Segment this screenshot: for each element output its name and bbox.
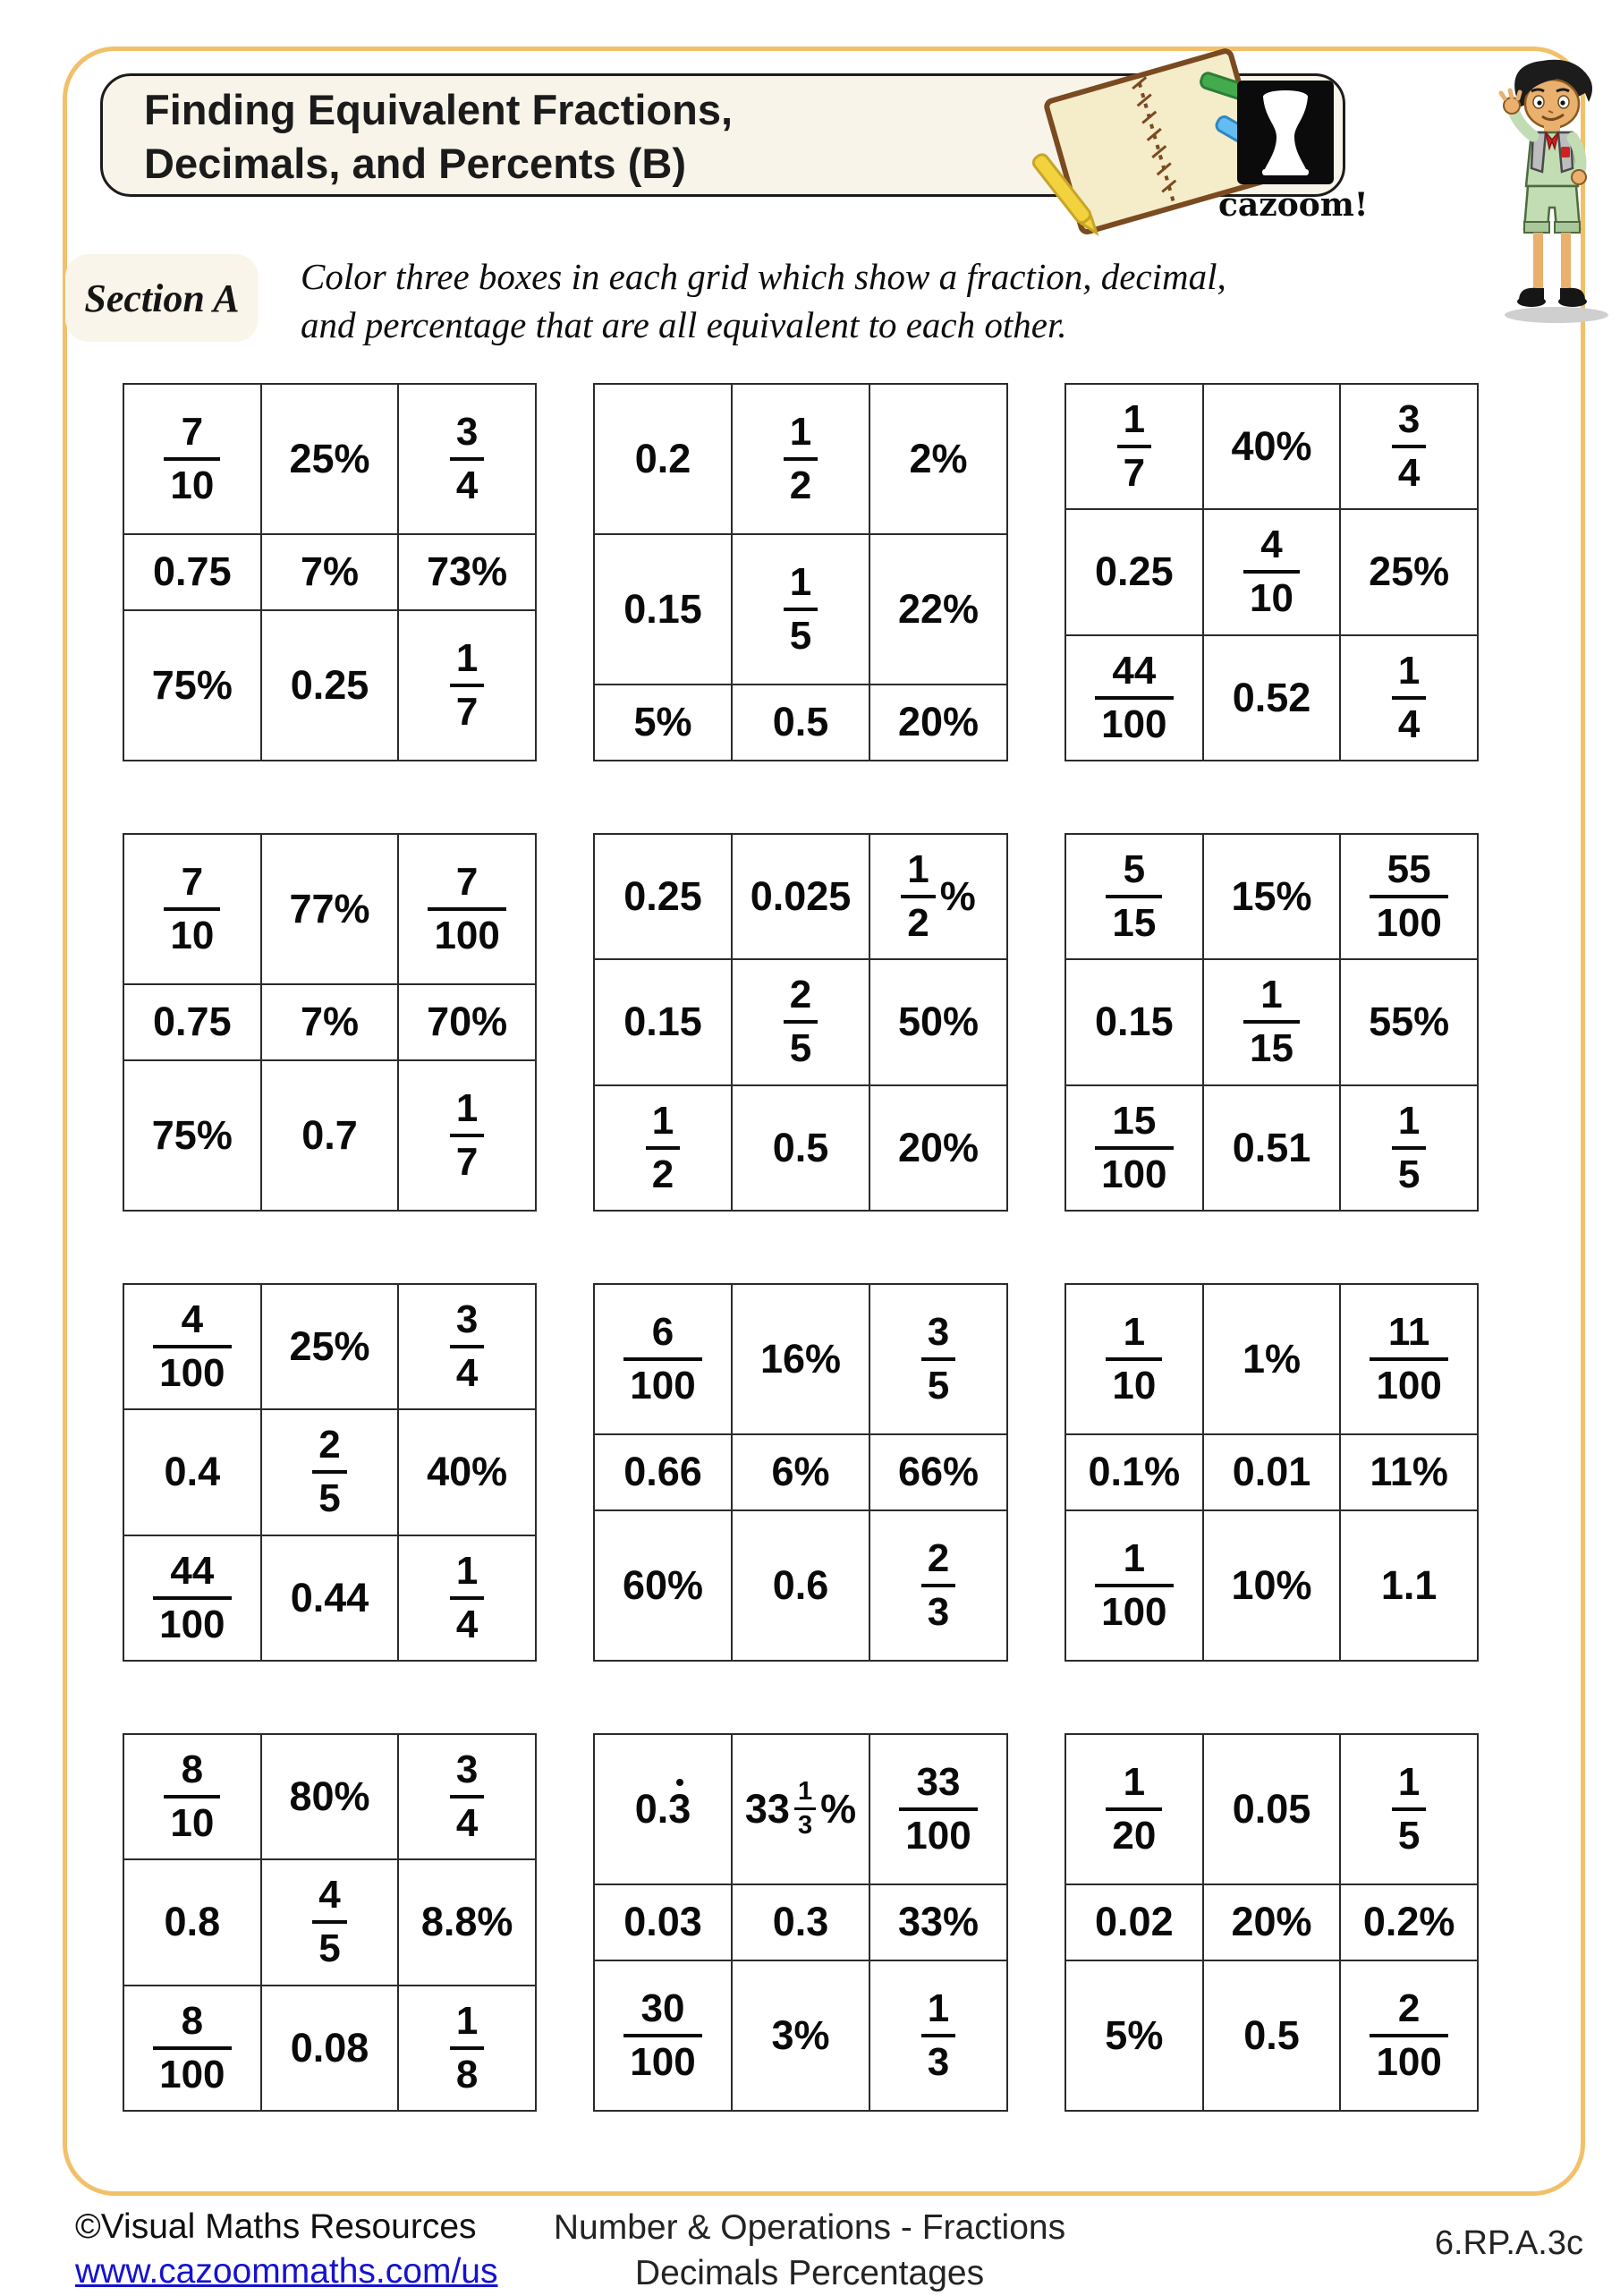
grid-cell[interactable]: 0.01 [1203,1434,1341,1510]
grid-cell[interactable]: 73% [398,534,536,610]
grid-cell[interactable] [1065,834,1203,959]
footer-center [496,2205,1123,2296]
fraction: $\frac{33}{100}$ [899,1763,977,1856]
grid-cell[interactable]: 75% [123,610,261,761]
grid-cell[interactable] [869,1960,1007,2111]
grids-area [123,383,1479,2112]
grid-cell[interactable]: 16% [732,1284,869,1434]
footer-left [75,2205,497,2294]
fraction: $\frac{6}{100}$ [623,1313,701,1406]
equivalence-grid-6 [1064,833,1479,1212]
grid-cell[interactable] [732,534,869,685]
fraction: $\frac{7}{100}$ [428,863,505,956]
grid-cell[interactable] [398,1284,536,1409]
grid-cell[interactable]: 0.1% [1065,1434,1203,1510]
grid-cell[interactable]: 0.08 [261,1986,399,2111]
fraction: $\frac{1}{15}$ [1243,975,1300,1068]
fraction: $\frac{7}{10}$ [164,412,220,506]
fraction: $\frac{55}{100}$ [1370,850,1447,943]
grid-cell[interactable] [1203,509,1341,634]
grid-cell[interactable] [594,1284,732,1434]
grid-cell[interactable]: 0.15 [1065,959,1203,1084]
section-a-label: Section A [65,254,259,342]
fraction: $\frac{4}{10}$ [1243,525,1300,618]
grid-cell[interactable]: 1.1 [1340,1510,1478,1661]
footer-topic-line2: Decimals Percentages [634,2254,985,2292]
standard-code: 6.RP.A.3c [1434,2224,1583,2262]
equivalence-grid-3 [1064,383,1479,761]
equivalence-grid-4 [123,833,537,1212]
fraction: $\frac{1}{3}$ [794,1779,816,1839]
fraction: $\frac{3}{5}$ [921,1313,955,1406]
grid-cell[interactable]: 25% [261,384,399,534]
grid-cell[interactable]: 77% [261,834,399,984]
grid-cell[interactable] [398,1060,536,1211]
grid-cell[interactable]: 7% [261,984,399,1060]
fraction: $\frac{4}{5}$ [312,1875,346,1969]
fraction: $\frac{1}{8}$ [450,2002,484,2095]
grid-cell[interactable]: 5% [594,685,732,761]
fraction: $\frac{1}{5}$ [1392,1101,1426,1195]
cazoom-logo [1218,81,1369,224]
grid-cell[interactable]: 66% [869,1434,1007,1510]
grid-cell[interactable]: 0.75 [123,984,261,1060]
grid-cell[interactable]: 40% [1203,384,1341,509]
grid-cell[interactable] [1203,959,1341,1084]
fraction: $\frac{1}{2}$ [784,412,818,506]
fraction: $\frac{1}{4}$ [450,1552,484,1645]
fraction: $\frac{1}{5}$ [784,563,818,656]
grid-cell[interactable]: 55% [1340,959,1478,1084]
grid-cell[interactable] [398,1535,536,1661]
grid-cell[interactable] [732,384,869,534]
fraction: $\frac{1}{10}$ [1106,1313,1162,1406]
equivalence-grid-5 [593,833,1008,1212]
copyright-text: ©Visual Maths Resources [75,2207,477,2246]
grid-cell[interactable]: 20% [869,685,1007,761]
grid-cell[interactable] [398,1734,536,1859]
fraction: $\frac{1}{7}$ [450,639,484,732]
fraction: $\frac{2}{100}$ [1370,1989,1447,2082]
fraction: $\frac{3}{4}$ [450,1750,484,1843]
equivalence-grid-1 [123,383,537,761]
grid-cell[interactable]: 0.15 [594,534,732,685]
grid-cell[interactable] [1065,1510,1203,1661]
grid-cell[interactable]: 0.025 [732,834,869,959]
fraction: $\frac{1}{7}$ [450,1089,484,1182]
waving-boy-cartoon [1492,54,1617,327]
fraction: $\frac{2}{5}$ [784,975,818,1068]
grid-cell[interactable] [123,1986,261,2111]
grid-cell[interactable]: 50% [869,959,1007,1084]
grid-cell[interactable]: 0.15 [594,959,732,1084]
grid-cell[interactable] [1065,1284,1203,1434]
grid-cell[interactable]: 60% [594,1510,732,1661]
grid-cell[interactable]: 0.52 [1203,635,1341,761]
fraction: $\frac{1}{7}$ [1117,400,1151,493]
grid-cell[interactable] [1065,384,1203,509]
grid-cell[interactable] [398,1986,536,2111]
page-title-line1: Finding Equivalent Fractions, [144,86,734,133]
fraction: $\frac{5}{15}$ [1106,850,1162,943]
section-a-instruction [301,252,1267,349]
grid-cell[interactable] [123,1535,261,1661]
grid-cell[interactable]: 33 $\frac{1}{3}$ % [732,1734,869,1884]
footer-topic-line1: Number & Operations - Fractions [553,2208,1066,2247]
grid-cell[interactable]: 0.5 [732,1085,869,1211]
grid-cell[interactable]: $\frac{1}{2}$ % [869,834,1007,959]
grid-cell[interactable] [1340,635,1478,761]
grid-cell[interactable] [261,1859,399,1985]
grid-cell[interactable]: 0.2 [594,384,732,534]
grid-cell[interactable] [1340,834,1478,959]
grid-cell[interactable] [1340,1085,1478,1211]
fraction: $\frac{7}{10}$ [164,863,220,956]
fraction: $\frac{44}{100}$ [1095,651,1173,744]
grid-cell[interactable]: 0.5 [1203,1960,1341,2111]
grid-cell[interactable]: 0.3 [594,1734,732,1884]
grid-cell[interactable] [869,1284,1007,1434]
grid-cell[interactable]: 25% [261,1284,399,1409]
fraction: $\frac{8}{10}$ [164,1750,220,1843]
fraction: $\frac{11}{100}$ [1370,1313,1447,1406]
grid-cell[interactable]: 0.44 [261,1535,399,1661]
equivalence-grid-11 [593,1733,1008,2112]
grid-cell[interactable]: 5% [1065,1960,1203,2111]
grid-cell[interactable] [123,834,261,984]
grid-cell[interactable]: 3% [732,1960,869,2111]
website-link[interactable]: www.cazoommaths.com/us [75,2252,498,2291]
grid-cell[interactable]: 33% [869,1884,1007,1960]
instruction-line2: and percentage that are all equivalent to each other. [301,304,1067,345]
grid-cell[interactable] [1340,1284,1478,1434]
grid-cell[interactable]: 0.8 [123,1859,261,1985]
grid-cell[interactable] [1065,635,1203,761]
equivalence-grid-12 [1064,1733,1479,2112]
fraction: $\frac{1}{3}$ [921,1989,955,2082]
grid-cell[interactable]: 0.5 [732,685,869,761]
fraction: $\frac{1}{20}$ [1106,1763,1162,1856]
grid-cell[interactable]: 0.25 [1065,509,1203,634]
fraction: $\frac{1}{2}$ [901,850,935,943]
grid-cell[interactable]: 0.4 [123,1409,261,1535]
grid-cell[interactable]: 7% [261,534,399,610]
grid-cell[interactable]: 8.8% [398,1859,536,1985]
instruction-line1: Color three boxes in each grid which show a fraction, decimal, [301,256,1226,297]
cazoom-goblet-icon [1237,81,1334,184]
grid-cell[interactable]: 0.25 [594,834,732,959]
fraction: $\frac{1}{2}$ [646,1101,680,1195]
grid-cell[interactable]: 0.6 [732,1510,869,1661]
grid-cell[interactable] [594,1085,732,1211]
grid-cell[interactable]: 22% [869,534,1007,685]
equivalence-grid-10 [123,1733,537,2112]
fraction: $\frac{3}{4}$ [450,412,484,506]
grid-cell[interactable]: 0.7 [261,1060,399,1211]
equivalence-grid-9 [1064,1283,1479,1662]
grid-cell[interactable] [398,384,536,534]
grid-cell[interactable]: 0.25 [261,610,399,761]
cazoom-logo-text: cazoom! [1218,186,1369,224]
grid-cell[interactable]: 0.66 [594,1434,732,1510]
grid-cell[interactable] [398,610,536,761]
fraction: $\frac{15}{100}$ [1095,1101,1173,1195]
grid-cell[interactable] [123,1284,261,1409]
equivalence-grid-2 [593,383,1008,761]
grid-cell[interactable]: 1% [1203,1284,1341,1434]
grid-cell[interactable]: 15% [1203,834,1341,959]
grid-cell[interactable] [1065,1734,1203,1884]
grid-cell[interactable] [1065,1085,1203,1211]
fraction: $\frac{8}{100}$ [153,2002,231,2095]
grid-cell[interactable]: 40% [398,1409,536,1535]
grid-cell[interactable]: 0.05 [1203,1734,1341,1884]
fraction: $\frac{1}{100}$ [1095,1539,1173,1632]
fraction: $\frac{1}{5}$ [1392,1763,1426,1856]
grid-cell[interactable] [1340,1960,1478,2111]
grid-cell[interactable]: 0.51 [1203,1085,1341,1211]
fraction: $\frac{2}{5}$ [312,1425,346,1518]
grid-cell[interactable] [1340,1734,1478,1884]
fraction: $\frac{2}{3}$ [921,1539,955,1632]
grid-cell[interactable]: 2% [869,384,1007,534]
fraction: $\frac{3}{4}$ [450,1300,484,1393]
grid-cell[interactable]: 0.02 [1065,1884,1203,1960]
page-title-line2: Decimals, and Percents (B) [144,140,686,187]
grid-cell[interactable] [261,1409,399,1535]
grid-cell[interactable] [1340,384,1478,509]
grid-cell[interactable]: 6% [732,1434,869,1510]
grid-cell[interactable]: 20% [1203,1884,1341,1960]
equivalence-grid-7 [123,1283,537,1662]
fraction: $\frac{3}{4}$ [1392,400,1426,493]
fraction: $\frac{4}{100}$ [153,1300,231,1393]
grid-cell[interactable] [123,384,261,534]
grid-cell[interactable]: 0.3 [732,1884,869,1960]
grid-cell[interactable]: 20% [869,1085,1007,1211]
grid-cell[interactable] [398,834,536,984]
grid-cell[interactable] [869,1734,1007,1884]
fraction: $\frac{1}{4}$ [1392,651,1426,744]
grid-cell[interactable] [123,1734,261,1859]
grid-cell[interactable] [732,959,869,1084]
grid-cell[interactable]: 10% [1203,1510,1341,1661]
equivalence-grid-8 [593,1283,1008,1662]
fraction: $\frac{44}{100}$ [153,1552,231,1645]
grid-cell[interactable]: 0.2% [1340,1884,1478,1960]
fraction: $\frac{30}{100}$ [623,1989,701,2082]
grid-cell[interactable] [594,1960,732,2111]
grid-cell[interactable]: 70% [398,984,536,1060]
grid-cell[interactable]: 11% [1340,1434,1478,1510]
grid-cell[interactable] [869,1510,1007,1661]
grid-cell[interactable]: 0.03 [594,1884,732,1960]
grid-cell[interactable]: 75% [123,1060,261,1211]
grid-cell[interactable]: 0.75 [123,534,261,610]
grid-cell[interactable]: 25% [1340,509,1478,634]
grid-cell[interactable]: 80% [261,1734,399,1859]
